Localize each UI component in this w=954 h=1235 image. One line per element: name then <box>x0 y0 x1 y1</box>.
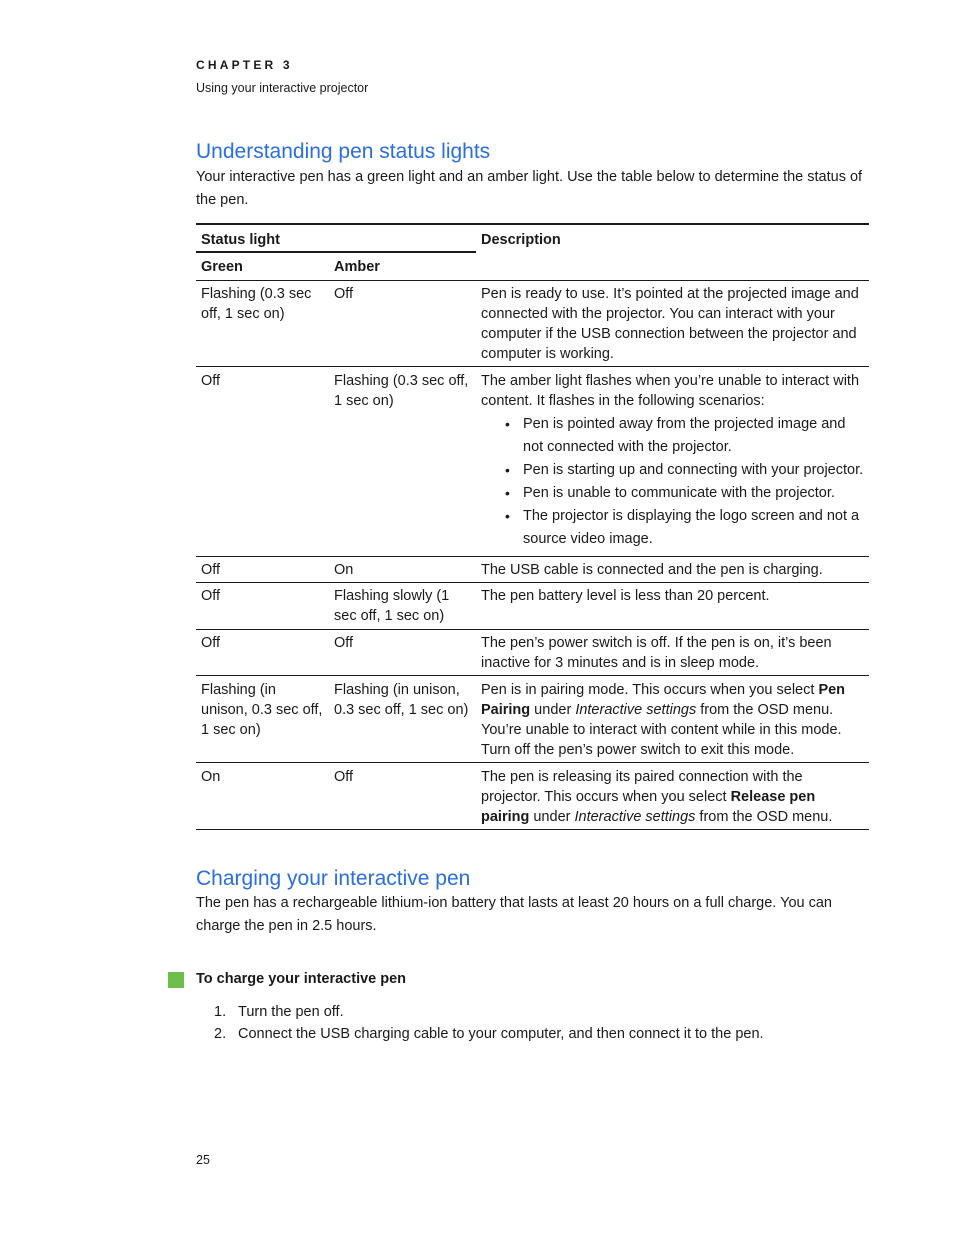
pen-status-table <box>196 223 869 830</box>
procedure-icon <box>168 972 184 988</box>
list-item: • Pen is starting up and connecting with your projector. <box>523 459 864 482</box>
scenario-list <box>481 413 864 551</box>
section-title-pen-status: Understanding pen status lights <box>196 140 491 163</box>
desc-text: Pen is in pairing mode. This occurs when you select <box>481 682 819 698</box>
table-row <box>196 676 869 763</box>
section-title-charging: Charging your interactive pen <box>196 867 471 890</box>
section-intro-charging: The pen has a rechargeable lithium-ion battery that lasts at least 20 hours on a full charge. You can charge the pen in 2.5 hours. <box>196 895 832 934</box>
cell-amber: Off <box>329 281 476 367</box>
table-row <box>196 557 869 583</box>
page-number: 25 <box>196 1153 210 1167</box>
table-row <box>196 281 869 367</box>
cell-description: Pen is ready to use. It’s pointed at the projected image and connected with the projector. You can interact with your computer if the USB connection between the projector and computer is working. <box>476 281 869 367</box>
cell-description <box>476 763 869 830</box>
ui-term-pen-pairing: Pen Pairing <box>481 682 846 718</box>
procedure-steps <box>214 1001 764 1045</box>
header-green: Green <box>196 252 329 281</box>
cell-green: Off <box>196 367 329 557</box>
cell-description <box>476 676 869 763</box>
header-status-light: Status light <box>196 224 476 252</box>
list-item: • Pen is unable to communicate with the projector. <box>523 482 864 505</box>
cell-green: On <box>196 763 329 830</box>
cell-green: Flashing (0.3 sec off, 1 sec on) <box>196 281 329 367</box>
step-text: Turn the pen off. <box>238 1004 344 1020</box>
step-number: 1. <box>214 1004 227 1020</box>
desc-text: The pen is releasing its paired connection with the projector. This occurs when you select <box>481 769 803 805</box>
desc-text: from the OSD menu. <box>695 809 833 825</box>
cell-green: Off <box>196 557 329 583</box>
step-text: Connect the USB charging cable to your computer, and then connect it to the pen. <box>238 1026 764 1042</box>
ui-term-interactive-settings: Interactive settings <box>575 702 697 718</box>
section-intro-pen-status: Your interactive pen has a green light and an amber light. Use the table below to determine the status of the pen. <box>196 169 863 208</box>
header-description: Description <box>476 224 869 281</box>
step-number: 2. <box>214 1026 227 1042</box>
cell-description: The USB cable is connected and the pen is charging. <box>476 557 869 583</box>
cell-description: The pen’s power switch is off. If the pen is on, it’s been inactive for 3 minutes and is in sleep mode. <box>476 630 869 676</box>
cell-amber: On <box>329 557 476 583</box>
cell-amber: Off <box>329 630 476 676</box>
cell-amber: Flashing (in unison, 0.3 sec off, 1 sec on) <box>329 676 476 763</box>
table-row <box>196 630 869 676</box>
cell-green: Flashing (in unison, 0.3 sec off, 1 sec on) <box>196 676 329 763</box>
cell-green: Off <box>196 583 329 630</box>
list-item <box>214 1001 764 1023</box>
chapter-label: CHAPTER 3 <box>196 58 293 72</box>
cell-description <box>476 367 869 557</box>
desc-text: under <box>529 809 575 825</box>
header-amber: Amber <box>329 252 476 281</box>
cell-amber: Flashing slowly (1 sec off, 1 sec on) <box>329 583 476 630</box>
desc-text: under <box>530 702 576 718</box>
ui-term-release-pen-pairing: Release pen pairing <box>481 789 816 825</box>
table-row <box>196 367 869 557</box>
list-item: • The projector is displaying the logo screen and not a source video image. <box>523 505 864 551</box>
chapter-subtitle: Using your interactive projector <box>196 81 369 95</box>
table-row <box>196 583 869 630</box>
list-item: • Pen is pointed away from the projected image and not connected with the projector. <box>523 413 864 459</box>
procedure-title: To charge your interactive pen <box>196 971 407 987</box>
description-text: The amber light flashes when you’re unable to interact with content. It flashes in the following scenarios: <box>481 373 860 409</box>
table-row <box>196 763 869 830</box>
desc-text: from the OSD menu. You’re unable to interact with content while in this mode. Turn off the pen’s power switch to exit this mode. <box>481 702 842 758</box>
list-item <box>214 1023 764 1045</box>
cell-amber: Flashing (0.3 sec off, 1 sec on) <box>329 367 476 557</box>
cell-amber: Off <box>329 763 476 830</box>
cell-green: Off <box>196 630 329 676</box>
ui-term-interactive-settings: Interactive settings <box>574 809 696 825</box>
cell-description: The pen battery level is less than 20 percent. <box>476 583 869 630</box>
